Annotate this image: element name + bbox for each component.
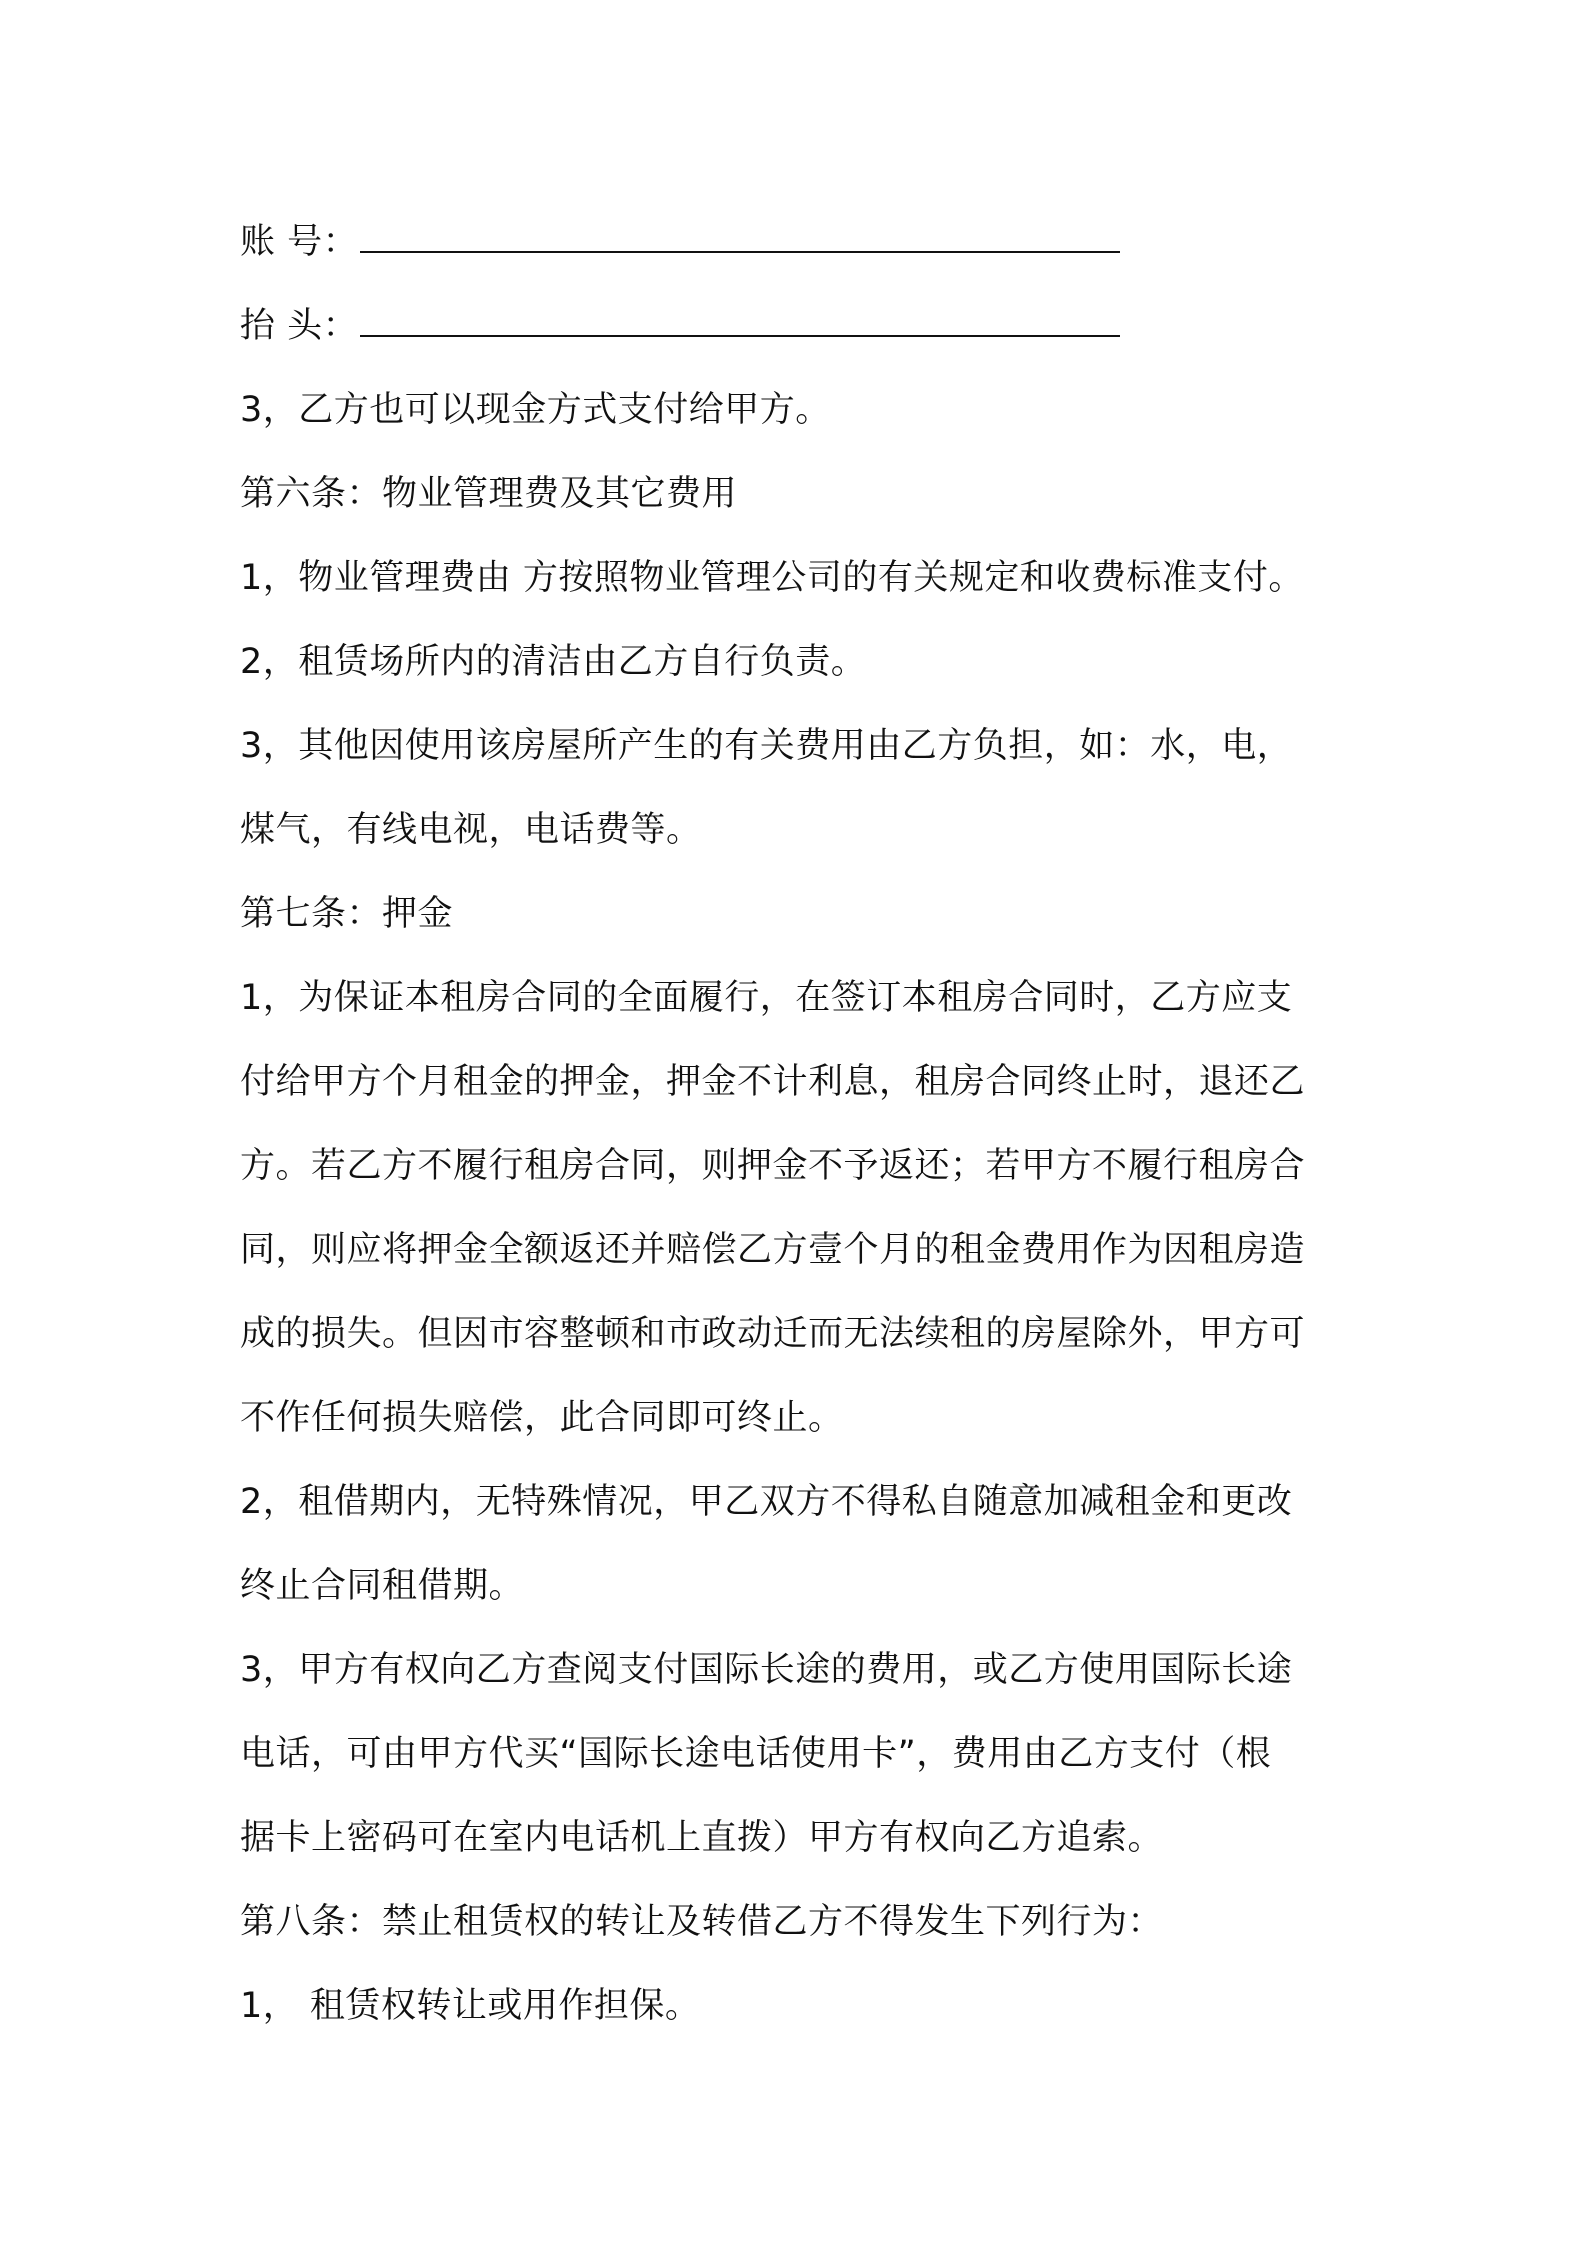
document-body	[240, 200, 1360, 2048]
text-line: 电话，可由甲方代买“国际长途电话使用卡”，费用由乙方支付（根	[240, 1734, 1272, 1774]
text-line: 1， 租赁权转让或用作担保。	[240, 1986, 701, 2026]
account-blank	[360, 221, 1120, 253]
text-line: 付给甲方个月租金的押金，押金不计利息，租房合同终止时，退还乙	[240, 1062, 1306, 1102]
text-line: 不作任何损失赔偿，此合同即可终止。	[240, 1398, 844, 1438]
text-line: 煤气，有线电视，电话费等。	[240, 810, 702, 850]
text-line: 终止合同租借期。	[240, 1566, 525, 1606]
text-line: 1，为保证本租房合同的全面履行，在签订本租房合同时，乙方应支	[240, 978, 1293, 1018]
text-line: 方。若乙方不履行租房合同，则押金不予返还；若甲方不履行租房合	[240, 1146, 1306, 1186]
header-label: 抬 头：	[240, 306, 359, 346]
section-heading-6: 第六条：物业管理费及其它费用	[240, 474, 738, 514]
text-line: 1，物业管理费由 方按照物业管理公司的有关规定和收费标准支付。	[240, 558, 1304, 598]
header-blank	[360, 305, 1120, 337]
text-line: 据卡上密码可在室内电话机上直拨）甲方有权向乙方追索。	[240, 1818, 1164, 1858]
text-line: 3，甲方有权向乙方查阅支付国际长途的费用，或乙方使用国际长途	[240, 1650, 1293, 1690]
account-field	[240, 200, 1360, 284]
section-heading-8: 第八条：禁止租赁权的转让及转借乙方不得发生下列行为：	[240, 1902, 1164, 1942]
text-line: 同，则应将押金全额返还并赔偿乙方壹个月的租金费用作为因租房造	[240, 1230, 1306, 1270]
header-field	[240, 284, 1360, 368]
text-line: 2，租赁场所内的清洁由乙方自行负责。	[240, 642, 867, 682]
section-heading-7: 第七条：押金	[240, 894, 454, 934]
text-line: 3，乙方也可以现金方式支付给甲方。	[240, 390, 831, 430]
text-line: 3，其他因使用该房屋所产生的有关费用由乙方负担，如：水，电，	[240, 726, 1293, 766]
account-label: 账 号：	[240, 222, 359, 262]
text-line: 成的损失。但因市容整顿和市政动迁而无法续租的房屋除外，甲方可	[240, 1314, 1306, 1354]
text-line: 2，租借期内，无特殊情况，甲乙双方不得私自随意加减租金和更改	[240, 1482, 1293, 1522]
